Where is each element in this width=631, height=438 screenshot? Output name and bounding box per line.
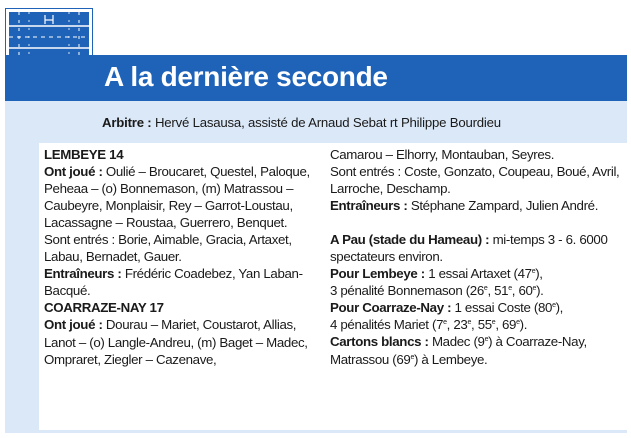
coarraze-scoring-label: Pour Coarraze-Nay : — [330, 300, 452, 316]
venue-label: A Pau (stade du Hameau) : — [330, 232, 490, 248]
coarraze-played-text: Dourau – Mariet, Coustarot, Allias, Lanot – (o) Langle-Andreu, (m) Baget – Madec, Ompraret, Ziegler – Cazenave, — [44, 317, 308, 367]
lembeye-coaches-text: Frédéric Coadebez, Yan Laban-Bacqué. — [44, 266, 303, 299]
coarraze-scoring: Pour Coarraze-Nay : 1 essai Coste (80e), 4 pénalités Mariet (7e, 23e, 55e, 69e). — [330, 300, 564, 333]
lembeye-subs: Sont entrés : Borie, Aimable, Gracia, Artaxet, Labau, Bernadet, Gauer. — [44, 232, 292, 265]
cards: Cartons blancs : Madec (9e) à Coarraze-Nay, Matrassou (69e) à Lembeye. — [330, 334, 587, 367]
lembeye-scoring-label: Pour Lembeye : — [330, 266, 425, 282]
referee-line — [102, 115, 501, 130]
lembeye-played-label: Ont joué : — [44, 164, 103, 180]
lembeye-coaches-label: Entraîneurs : — [44, 266, 122, 282]
lembeye-played-text: Oulié – Broucaret, Questel, Paloque, Peheaa – (o) Bonnemason, (m) Matrassou – Caubeyre, Monplaisir, Rey – Garrot-Loustau, Lacassagne – Roustaa, Guerrero, Benquet. — [44, 164, 310, 231]
column-right — [330, 146, 620, 368]
coarraze-coaches-label: Entraîneurs : — [330, 198, 408, 214]
coarraze-coaches-text: Stéphane Zampard, Julien André. — [407, 198, 599, 214]
coarraze-header: COARRAZE-NAY 17 — [44, 300, 164, 316]
referee-label: Arbitre : — [102, 115, 152, 130]
lembeye-coaches — [44, 265, 318, 299]
coarraze-coaches — [330, 197, 620, 214]
page-title: A la dernière seconde — [104, 61, 388, 92]
lembeye-lineup — [44, 163, 318, 231]
cards-label: Cartons blancs : — [330, 334, 429, 350]
coarraze-played-label: Ont joué : — [44, 317, 103, 333]
match-venue — [330, 231, 620, 265]
coarraze-subs: Sont entrés : Coste, Gonzato, Coupeau, Boué, Avril, Larroche, Deschamp. — [330, 164, 620, 197]
coarraze-lineup — [44, 316, 318, 367]
column-left — [44, 146, 318, 368]
coarraze-lineup-cont: Camarou – Elhorry, Montauban, Seyres. — [330, 147, 555, 162]
referee-text: Hervé Lasausa, assisté de Arnaud Sebat rt Philippe Bourdieu — [151, 115, 501, 130]
venue-text: mi-temps 3 - 6. 6000 spectateurs environ. — [330, 232, 608, 265]
lembeye-scoring: Pour Lembeye : 1 essai Artaxet (47e), 3 pénalité Bonnemason (26e, 51e, 60e). — [330, 266, 544, 299]
lembeye-header: LEMBEYE 14 — [44, 147, 124, 162]
